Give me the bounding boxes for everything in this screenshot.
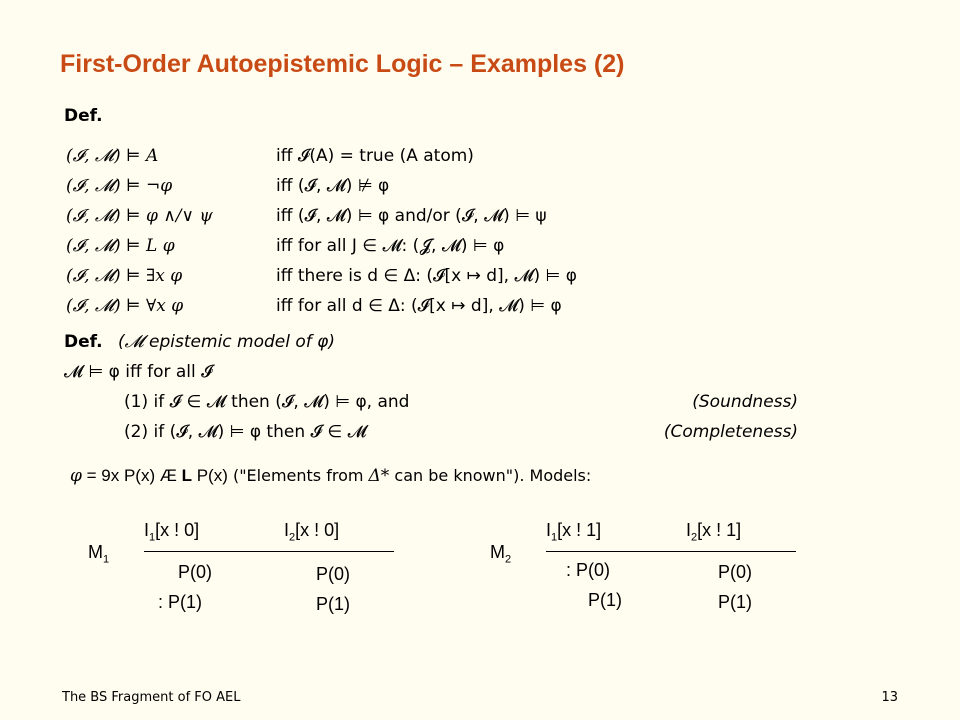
interp-mapping: [x ! 0] <box>295 520 340 540</box>
interp-mapping: [x ! 1] <box>697 520 742 540</box>
def2-condition-1: (1) if 𝓘 ∈ 𝓜 then (𝓘, 𝓜) ⊨ φ, and <box>124 392 410 412</box>
formula-note-2: can be known"). Models: <box>389 466 592 485</box>
def2-heading: (𝓜 epistemic model of φ) <box>117 332 336 352</box>
def-row-lhs: (𝓘, 𝓜) ⊨ ∃x φ <box>66 266 183 286</box>
interp-name: I <box>284 520 290 540</box>
atom-value: P(1) <box>316 594 351 614</box>
interp-name: I <box>546 520 552 540</box>
def-row-lhs: (𝓘, 𝓜) ⊨ L φ <box>66 236 175 256</box>
def2-line1: 𝓜 ⊨ φ iff for all 𝓘 <box>64 362 213 382</box>
page-number: 13 <box>881 690 898 705</box>
def-row-rhs: iff for all d ∈ Δ: (𝓘[x ↦ d], 𝓜) ⊨ φ <box>276 296 562 316</box>
def2-condition-2: (2) if (𝓘, 𝓜) ⊨ φ then 𝓘 ∈ 𝓜 <box>124 422 367 442</box>
model-name: M <box>88 542 103 562</box>
model-m2-label <box>490 542 511 566</box>
completeness-tag: (Completeness) <box>663 422 798 442</box>
interp-subscript: 2 <box>691 531 698 544</box>
atom-value: P(0) <box>718 562 753 582</box>
atom-value: P(0) <box>316 564 351 584</box>
interp-name: I <box>686 520 692 540</box>
model-divider <box>144 551 394 552</box>
model-name: M <box>490 542 505 562</box>
def-row-lhs: (𝓘, 𝓜) ⊨ ∀x φ <box>66 296 184 316</box>
def-row <box>0 176 960 202</box>
model-subscript: 1 <box>103 553 110 566</box>
interpretation-header <box>284 520 339 544</box>
model-m1-label <box>88 542 109 566</box>
def-row-rhs: iff there is d ∈ Δ: (𝓘[x ↦ d], 𝓜) ⊨ φ <box>276 266 577 286</box>
def-label: Def. <box>64 106 103 126</box>
interp-mapping: [x ! 1] <box>557 520 602 540</box>
interpretation-header <box>144 520 199 544</box>
interp-subscript: 1 <box>149 531 156 544</box>
delta-star-symbol: Δ* <box>368 466 390 486</box>
formula-text: = 9x P(x) Æ <box>81 466 182 485</box>
def-row <box>0 266 960 292</box>
phi-symbol: φ <box>70 466 82 486</box>
interp-subscript: 2 <box>289 531 296 544</box>
def-row-rhs: iff 𝓘(A) = true (A atom) <box>276 146 474 166</box>
def-row <box>0 206 960 232</box>
interp-name: I <box>144 520 150 540</box>
example-formula <box>70 466 591 486</box>
interpretation-header <box>686 520 741 544</box>
def-row-rhs: iff for all J ∈ 𝓜: (𝓙, 𝓜) ⊨ φ <box>276 236 505 256</box>
L-operator: L <box>181 466 192 485</box>
soundness-tag: (Soundness) <box>692 392 798 412</box>
atom-value: : P(0) <box>566 560 611 580</box>
def-row-lhs: (𝓘, 𝓜) ⊨ φ ∧/∨ ψ <box>66 206 213 226</box>
def2-header <box>64 332 335 352</box>
model-divider <box>546 551 796 552</box>
formula-text-2: P(x) <box>191 466 228 485</box>
atom-value: : P(1) <box>158 592 203 612</box>
def-label: Def. <box>64 332 103 352</box>
def-row <box>0 236 960 262</box>
interpretation-header <box>546 520 601 544</box>
footer-title: The BS Fragment of FO AEL <box>62 690 241 705</box>
interp-mapping: [x ! 0] <box>155 520 200 540</box>
interp-subscript: 1 <box>551 531 558 544</box>
def-row <box>0 146 960 172</box>
def-row-rhs: iff (𝓘, 𝓜) ⊨ φ and/or (𝓘, 𝓜) ⊨ ψ <box>276 206 547 226</box>
slide-title: First-Order Autoepistemic Logic – Examples (2) <box>60 50 625 78</box>
atom-value: P(1) <box>588 590 623 610</box>
atom-value: P(0) <box>178 562 213 582</box>
model-subscript: 2 <box>505 553 512 566</box>
def-row-rhs: iff (𝓘, 𝓜) ⊭ φ <box>276 176 390 196</box>
def-row-lhs: (𝓘, 𝓜) ⊨ ¬φ <box>66 176 173 196</box>
def-row-lhs: (𝓘, 𝓜) ⊨ A <box>66 146 159 166</box>
atom-value: P(1) <box>718 592 753 612</box>
formula-note: ("Elements from <box>227 466 369 485</box>
def-row <box>0 296 960 322</box>
